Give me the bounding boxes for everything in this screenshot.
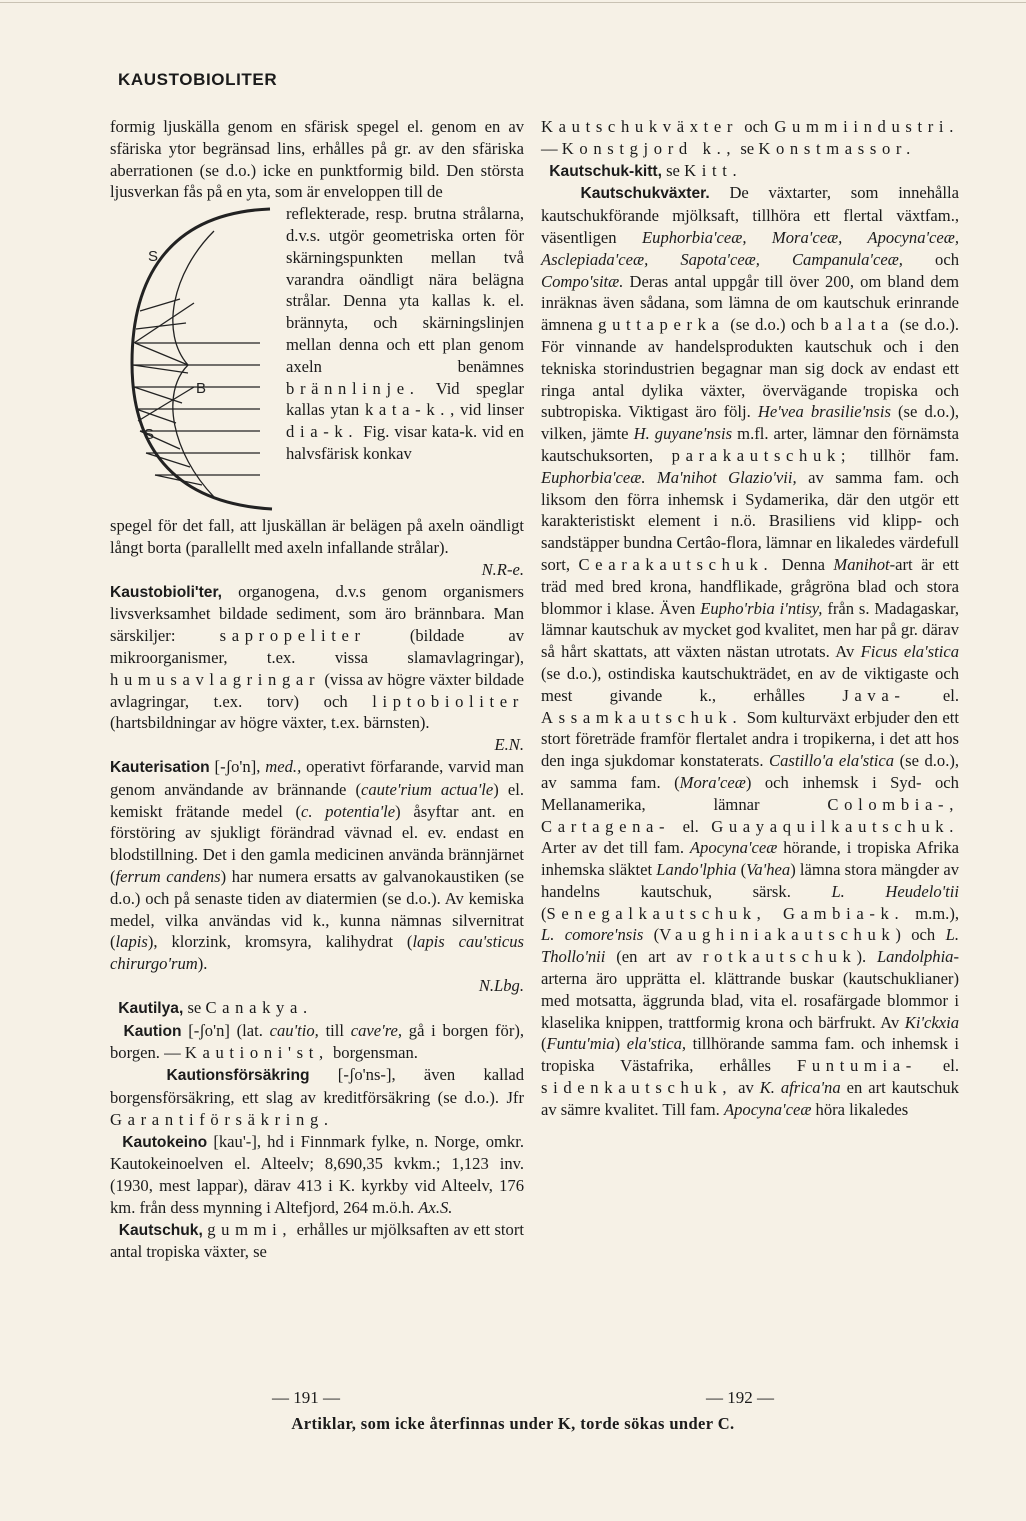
top-rule bbox=[0, 2, 1026, 3]
headword: Kautionsförsäkring bbox=[166, 1067, 310, 1085]
figure-wrap bbox=[110, 203, 524, 515]
headword: Kautschuk-kitt, bbox=[549, 162, 662, 180]
label-b: B bbox=[196, 380, 207, 398]
headword: Kaustobioli'ter, bbox=[110, 583, 223, 601]
signature: N.R-e. bbox=[481, 559, 524, 579]
headword: Kautokeino bbox=[122, 1133, 208, 1151]
entry-kaustobioliter: Kaustobioli'ter, organogena, d.v.s genom organismers livsverksamhet bildade sediment, som äro brännbara. Man särskiljer: sapropeliter (bildade av mikroorganismer, t.ex. vissa slamavlagringar), humusavlagringar (vissa av högre växter bildade avlagringar, t.ex. torv) och liptobioliter (hartsbildningar av högre växter, t.ex. bärnsten). bbox=[110, 581, 524, 733]
entry-kauterisation: Kauterisation [-ʃo'n], med., operativt förfarande, varvid man genom användande av brännande (caute'rium actua'le) el. kemiskt frätande medel (c. potentia'le) åsyftar ant. en förstöring av sjukligt förändrad vävnad el. ev. endast en blodstillning. Det i den gamla medicinen använda brännjärnet (ferrum candens) har numera ersatts av galvanokaustiken (se d.o.) och på senaste tiden av diatermien (se d.o.). Av kemiska medel, vilka användas vid k., kunna nämnas silvernitrat (lapis), klorzink, kromsyra, kalihydrat (lapis cau'sticus chirurgo'rum). bbox=[110, 756, 524, 974]
headword: Kautschuk, bbox=[118, 1221, 203, 1239]
page-number-left: — 191 — bbox=[272, 1388, 340, 1407]
signature: N.Lbg. bbox=[478, 975, 524, 995]
caustic-diagram bbox=[110, 203, 286, 515]
right-column bbox=[541, 116, 959, 1121]
entry-kautschuk-kitt: Kautschuk-kitt, se Kitt. bbox=[549, 160, 743, 180]
page-number-right: — 192 — bbox=[706, 1388, 774, 1407]
entry-kautschuk: Kautschuk, gummi, erhålles ur mjölksaften av ett stort antal tropiska växter, se bbox=[110, 1219, 524, 1262]
footer-note: Artiklar, som icke återfinnas under K, torde sökas under C. bbox=[291, 1414, 735, 1433]
headword: Kautilya, bbox=[118, 999, 184, 1017]
running-header: KAUSTOBIOLITER bbox=[118, 70, 278, 89]
intro-paragraph: formig ljuskälla genom en sfärisk spegel el. genom en av sfäriska ytor begränsad lins, erhålles på gr. av den sfäriska aberrationen (se d.o.) icke en punktformig bild. Den största ljusverkan fås på en yta, som är enveloppen till de bbox=[110, 117, 524, 202]
figure-side-text: reflekterade, resp. brutna strålarna, d.v.s. utgör geometriska orten för skärningspunkten mellan två varandra oändligt nära belägna strålar. Denna yta kallas k. el. brännyta, och skärningslinjen mellan denna och ett plan genom axeln benämnes brännlinje. Vid speglar kallas ytan kata-k., vid linser dia-k. Fig. visar kata-k. vid en halvsfärisk konkav bbox=[286, 204, 525, 463]
entry-kaution: Kaution [-ʃo'n] (lat. cau'tio, till cave're, gå i borgen för), borgen. — Kautioni'st, borgensman. bbox=[110, 1020, 525, 1063]
label-s-top: S bbox=[148, 248, 159, 266]
headword: Kauterisation bbox=[110, 758, 210, 776]
left-column bbox=[110, 116, 524, 1263]
entry-kautschukvaxter: Kautschukväxter. De växtarter, som innehålla kautschukförande mjölksaft, tillhöra ett flertal växtfam., väsentligen Euphorbia'ceæ, Mora'ceæ, Apocyna'ceæ, Asclepiada'ceæ, Sapota'ceæ, Campanula'ceæ, och Compo'sitæ. Deras antal uppgår till över 200, om bland dem inräknas även sådana, som lämna de om kautschuk erinrande ämnena guttaperka (se d.o.) och balata (se d.o.). För vinnande av handelsprodukten kautschuk och i den tekniska storindustrien begagnar man sig dock av endast ett ringa antal dylika växter, övervägande tropiska och subtropiska. Viktigast äro följ. He'vea brasilie'nsis (se d.o.), vilken, jämte H. guyane'nsis m.fl. arter, lämnar den förnämsta kautschuksorten, parakautschuk; tillhör fam. Euphorbia'ceæ. Ma'nihot Glazio'vii, av samma fam. och liksom den förra inhemsk i Sydamerika, där den utgör ett karakteristiskt element i n.ö. Brasiliens vid klipp- och sandstäpper bundna Certâo-flora, lämnar en likaledes värdefull sort, Cearakautschuk. Denna Manihot-art är ett träd med bred krona, handflikade, grågröna blad och stora blommor i klase. Även Eupho'rbia i'ntisy, från s. Madagaskar, lämnar kautschuk av mycket god kvalitet, men har på gr. därav så hårt skattats, att växten nästan utrotats. Av Ficus ela'stica (se d.o.), ostindiska kautschukträdet, en av de viktigaste och mest givande k., erhålles Java- el. Assamkautschuk. Som kulturväxt erbjuder den ett stort företräde framför flertalet andra i tropikerna, i det att hos den inga sjukdomar konstaterats. Castillo'a ela'stica (se d.o.), av samma fam. (Mora'ceæ) och inhemsk i Syd- och Mellanamerika, lämnar Colombia-, Cartagena- el. Guayaquilkautschuk. Arter av det till fam. Apocyna'ceæ hörande, i tropiska Afrika inhemska släktet Lando'lphia (Va'hea) lämna stora mängder av handelns kautschuk, särsk. L. Heudelo'tii (Senegalkautschuk, Gambia-k. m.m.), L. comore'nsis (Vaughiniakautschuk) och L. Thollo'nii (en art av rotkautschuk). Landolphia-arterna äro upprätta el. klättrande buskar (kautschuklianer) med motsatta, äggrunda blad, vita el. rosafärgade blommor i klaselika knippen, trattformig krona och bärfrukt. Av Ki'ckxia (Funtu'mia) ela'stica, tillhörande samma fam. och inhemsk i tropiska Västafrika, erhålles Funtumia- el. sidenkautschuk, av K. africa'na en art kautschuk av sämre kvalitet. Till fam. Apocyna'ceæ höra likaledes bbox=[541, 183, 960, 1119]
caustic-figure bbox=[110, 203, 286, 515]
entry-kautionsforsakring: Kautionsförsäkring [-ʃo'ns-], även kallad borgensförsäkring, ett slag av kreditförsäkring (se d.o.). Jfr Garantiförsäkring. bbox=[110, 1065, 525, 1129]
entry-kautilya: Kautilya, se Canakya. bbox=[118, 997, 313, 1017]
headword: Kaution bbox=[123, 1022, 182, 1040]
headword: Kautschukväxter. bbox=[580, 185, 710, 203]
caustic-curve bbox=[173, 231, 214, 497]
kautschuk-continuation: Kautschukväxter och Gummiindustri. — Konstgjord k., se Konstmassor. bbox=[541, 117, 959, 158]
label-s-bottom: S bbox=[144, 426, 155, 444]
signature: E.N. bbox=[494, 735, 524, 755]
figure-outro: spegel för det fall, att ljuskällan är belägen på axeln oändligt långt borta (parallellt med axeln infallande strålar). bbox=[110, 516, 524, 557]
entry-kautokeino: Kautokeino [kau'-], hd i Finnmark fylke, n. Norge, omkr. Kautokeinoelven el. Alteelv; 8,690,35 kvkm.; 1,123 inv. (1930, mest lappar), därav 413 i K. kyrkby vid Alteelv, 176 km. från dess mynning i Altefjord, 264 m.ö.h. Ax.S. bbox=[110, 1131, 524, 1217]
